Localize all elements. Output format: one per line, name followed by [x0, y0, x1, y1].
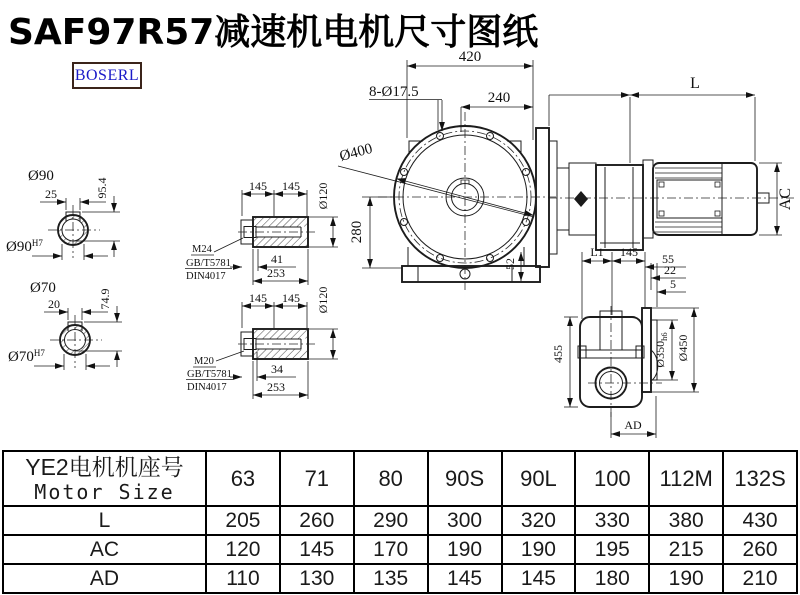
dim-len1: 145: [249, 291, 267, 305]
dim-flange-dia: Ø450: [676, 334, 690, 362]
dim-5: 5: [670, 277, 676, 291]
dim-bore: $Ø70^{H7}$: [8, 348, 45, 365]
dim-len2: 145: [282, 291, 300, 305]
dim-housing-width: 420: [458, 49, 482, 65]
table-cell: 330: [575, 506, 649, 535]
table-cell: 63: [206, 451, 280, 506]
dim-center-height: 280: [349, 220, 365, 244]
dim-spigot-dia: $Ø350_{h6}$: [653, 332, 669, 368]
dim-od: Ø120: [316, 182, 330, 210]
dim-22: 22: [664, 263, 676, 277]
gearbox-front-view: [338, 49, 556, 290]
dim-shaft-dia: Ø70: [30, 280, 56, 296]
table-cell: 215: [649, 535, 723, 564]
dim-55: 55: [662, 252, 674, 266]
dim-foot: 52: [503, 258, 517, 270]
table-cell: 290: [354, 506, 428, 535]
std-label-2: DIN4017: [187, 382, 227, 393]
motor-dimension-table: [2, 450, 798, 594]
thread-label: M20: [194, 356, 214, 367]
dim-L1: L1: [590, 245, 604, 259]
table-cell: 430: [723, 506, 797, 535]
table-cell: 195: [575, 535, 649, 564]
table-cell: 80: [354, 451, 428, 506]
bolt-holes-callout: 8-Ø17.5: [369, 84, 419, 100]
dim-key-depth: 95.4: [95, 177, 109, 199]
row-label: AD: [3, 564, 206, 593]
table-row: [3, 535, 797, 564]
dim-len1: 145: [249, 179, 267, 193]
table-cell: 110: [206, 564, 280, 593]
shaft-section-70: [8, 280, 122, 370]
table-cell: 190: [502, 535, 576, 564]
table-row: [3, 564, 797, 593]
std-label-2: DIN4017: [186, 271, 226, 282]
table-cell: 132S: [723, 451, 797, 506]
dim-od: Ø120: [316, 286, 330, 314]
table-cell: 145: [428, 564, 502, 593]
table-cell: 100: [575, 451, 649, 506]
dim-455: 455: [551, 345, 565, 363]
table-cell: 120: [206, 535, 280, 564]
table-cell: 90L: [502, 451, 576, 506]
motor-side-view: [536, 75, 794, 319]
table-header-motor-size: [3, 451, 206, 506]
dim-total-len: 253: [267, 380, 285, 394]
brand-logo-text: BOSERL: [74, 66, 140, 84]
dim-bore: $Ø90^{H7}$: [6, 238, 43, 255]
dim-motor-dia: AC: [777, 187, 794, 211]
table-cell: 190: [649, 564, 723, 593]
table-cell: 135: [354, 564, 428, 593]
dim-key-depth: 74.9: [98, 288, 112, 310]
dim-key-width: 20: [48, 297, 60, 311]
table-cell: 130: [280, 564, 354, 593]
header-en: Motor Size: [34, 479, 175, 504]
table-cell: 170: [354, 535, 428, 564]
table-cell: 145: [502, 564, 576, 593]
row-label: AC: [3, 535, 206, 564]
table-cell: 190: [428, 535, 502, 564]
table-cell: 260: [280, 506, 354, 535]
dim-total-len: 253: [267, 266, 285, 280]
table-cell: 205: [206, 506, 280, 535]
dim-len2: 145: [282, 179, 300, 193]
table-cell: 112M: [649, 451, 723, 506]
table-cell: 180: [575, 564, 649, 593]
table-row: [3, 506, 797, 535]
table-header-row: [3, 451, 797, 506]
table-cell: 260: [723, 535, 797, 564]
table-cell: 90S: [428, 451, 502, 506]
dim-screw-len: 34: [271, 362, 283, 376]
shaft-section-90: [6, 168, 120, 260]
dim-shaft-dia: Ø90: [28, 168, 54, 184]
dim-flange-dia: Ø400: [337, 140, 375, 165]
dim-screw-len: 41: [271, 252, 283, 266]
header-cn: YE2电机机座号: [25, 453, 184, 480]
table-cell: 320: [502, 506, 576, 535]
table-cell: 300: [428, 506, 502, 535]
page-title: SAF97R57减速机电机尺寸图纸: [8, 12, 539, 53]
table-cell: 210: [723, 564, 797, 593]
dim-145: 145: [620, 245, 638, 259]
std-label-1: GB/T5781: [187, 369, 232, 380]
table-cell: 145: [280, 535, 354, 564]
dim-key-width: 25: [45, 187, 57, 201]
dim-motor-length: L: [690, 75, 700, 92]
sleeve-m20: [186, 287, 338, 399]
dim-half-width: 240: [487, 90, 511, 106]
row-label: L: [3, 506, 206, 535]
dim-AD: AD: [624, 418, 642, 432]
output-flange-view: [551, 306, 699, 438]
table-cell: 71: [280, 451, 354, 506]
std-label-1: GB/T5781: [186, 258, 231, 269]
sleeve-m24: [185, 179, 338, 285]
thread-label: M24: [192, 244, 212, 255]
table-cell: 380: [649, 506, 723, 535]
